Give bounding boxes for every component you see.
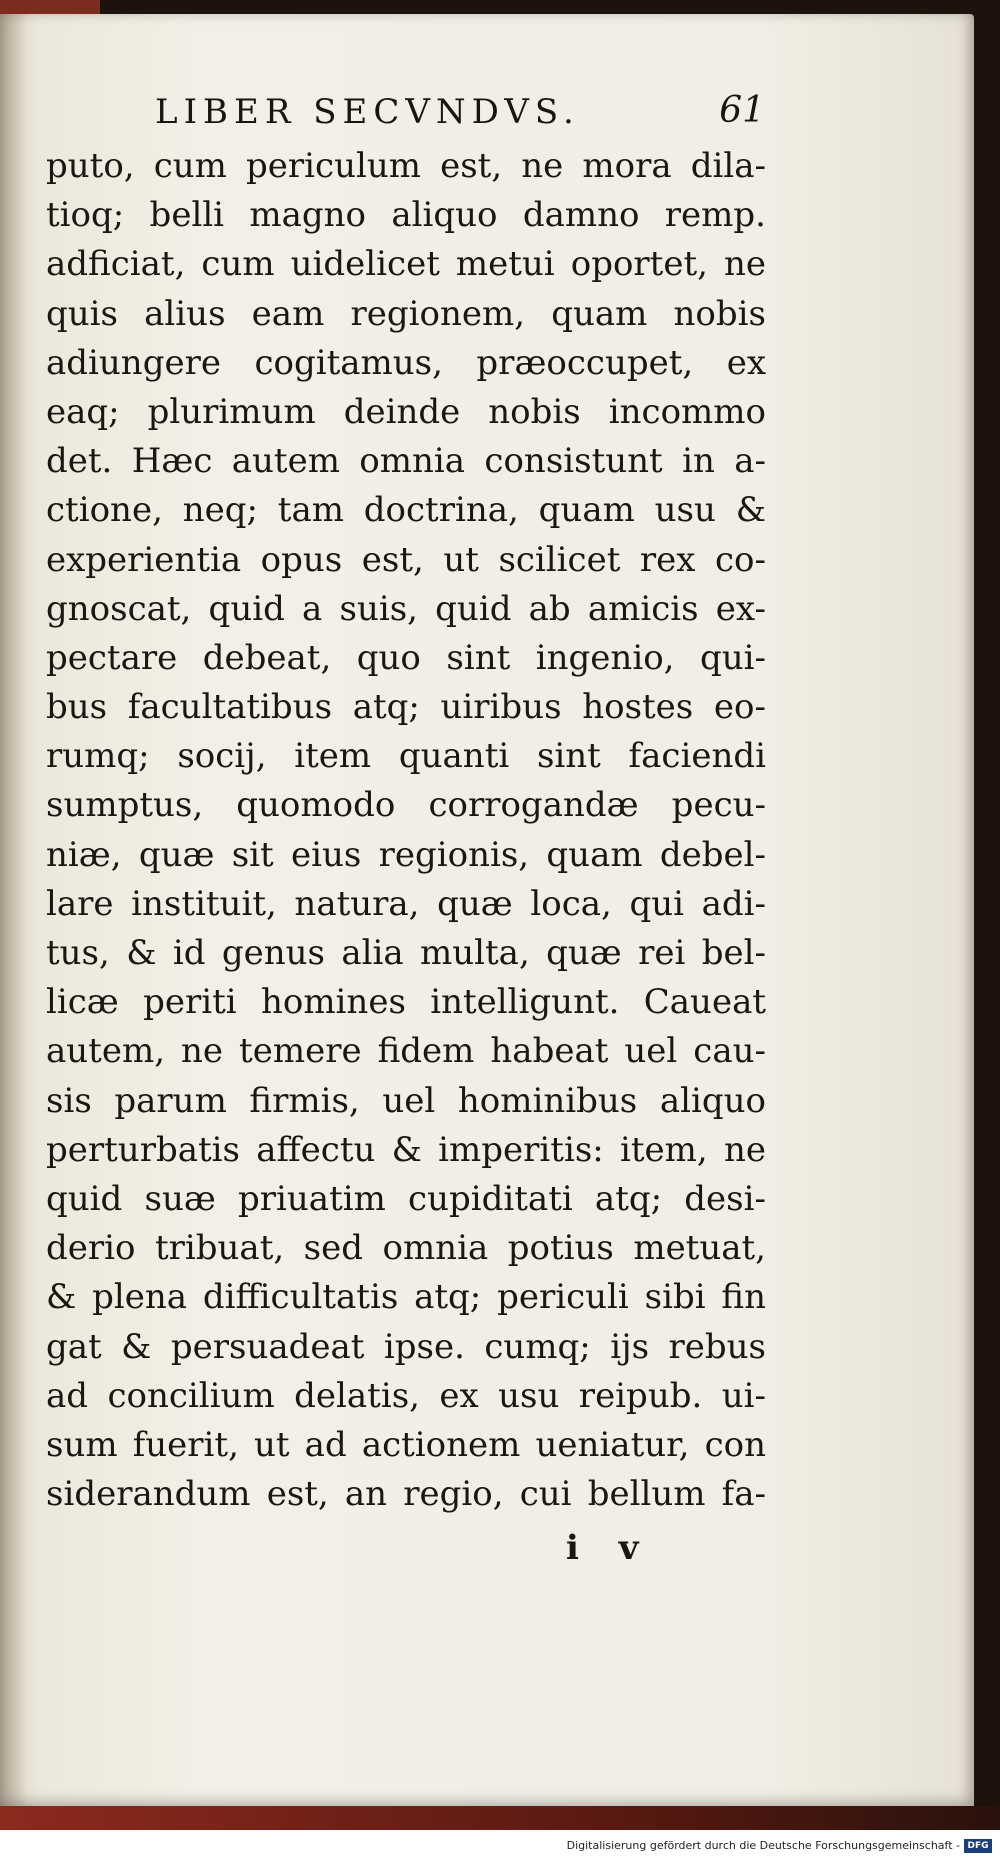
text-line: eaq; plurimum deinde nobis incommo [46,391,766,432]
text-line: & plena difficultatis atq; periculi sibi fin [46,1277,766,1318]
body-text [46,142,766,1519]
text-line: puto, cum periculum est, ne mora dila- [46,146,766,186]
text-line: gat & persuadeat ipse. cumq; ijs rebus [46,1326,766,1367]
footer-bar [0,1836,1000,1859]
funding-credit: Digitalisierung gefördert durch die Deutsche Forschungsgemeinschaft - [566,1839,960,1852]
text-line: det. Hæc autem omnia consistunt in a- [46,441,766,482]
text-line: autem, ne temere fidem habeat uel cau- [46,1031,766,1072]
text-line: experientia opus est, ut scilicet rex co- [46,539,766,580]
running-head-title: LIBER SECVNDVS. [155,92,580,132]
signature-mark: i v [566,1528,653,1568]
text-line: sis parum firmis, uel hominibus aliquo [46,1080,766,1121]
dfg-logo: DFG [964,1839,992,1853]
text-line: siderandum est, an regio, cui bellum fa- [46,1474,766,1515]
text-line: quid suæ priuatim cupiditati atq; desi- [46,1178,766,1219]
text-line: ctione, neq; tam doctrina, quam usu & [46,490,766,531]
text-line: niæ, quæ sit eius regionis, quam debel- [46,834,766,875]
running-head [155,90,765,142]
text-line: tioq; belli magno aliquo damno remp. [46,195,766,236]
text-line: sum fuerit, ut ad actionem ueniatur, con [46,1424,766,1465]
text-line: licæ periti homines intelligunt. Caueat [46,982,766,1023]
text-line: rumq; socij, item quanti sint faciendi [46,736,766,777]
book-page [0,14,974,1806]
folio-number: 61 [719,90,765,131]
text-line: gnoscat, quid a suis, quid ab amicis ex- [46,588,766,629]
text-line: quis alius eam regionem, quam nobis [46,293,766,334]
text-line: derio tribuat, sed omnia potius metuat, [46,1228,766,1269]
text-line: ad concilium delatis, ex usu reipub. ui- [46,1375,766,1416]
text-line: lare instituit, natura, quæ loca, qui adi- [46,883,766,924]
text-line: perturbatis affectu & imperitis: item, ne [46,1129,766,1170]
text-line: adficiat, cum uidelicet metui oportet, ne [46,244,766,285]
text-line: adiungere cogitamus, præoccupet, ex [46,342,766,383]
text-line: bus facultatibus atq; uiribus hostes eo- [46,687,766,728]
text-line: tus, & id genus alia multa, quæ rei bel- [46,933,766,973]
text-line: pectare debeat, quo sint ingenio, qui- [46,637,766,678]
text-line: sumptus, quomodo corrogandæ pecu- [46,785,766,826]
